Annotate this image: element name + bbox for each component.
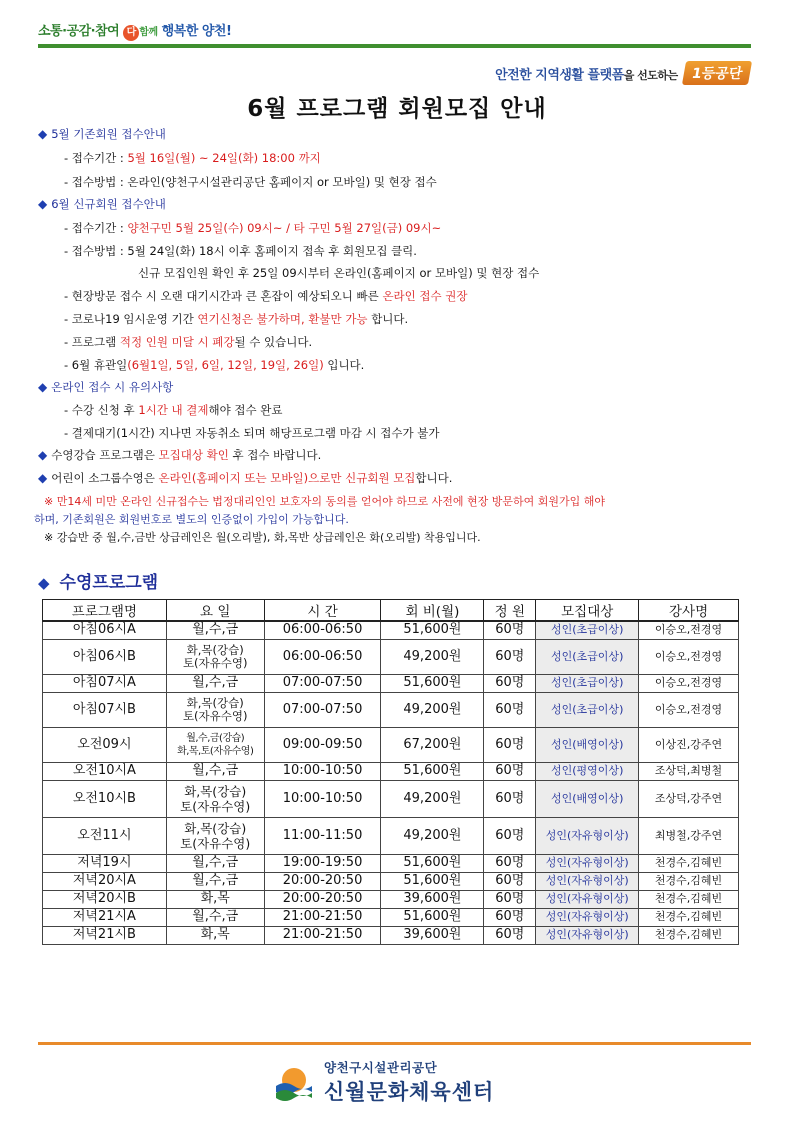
s5-text: 어린이 소그룹수영은 xyxy=(51,471,155,485)
s5-highlight: 온라인(홈페이지 또는 모바일)으로만 신규회원 모집 xyxy=(158,471,416,485)
cell-time: 09:00-09:50 xyxy=(264,727,381,762)
cell-target: 성인(배영이상) xyxy=(536,780,639,817)
cell-teacher: 이승오,전경영 xyxy=(639,692,739,727)
cell-teacher: 최병철,강주연 xyxy=(639,817,739,854)
s5-end: 합니다. xyxy=(415,471,453,485)
cell-day: 월,수,금 xyxy=(166,621,264,639)
table-header-row xyxy=(43,600,739,622)
s2-visit-text: - 현장방문 접수 시 오랜 대기시간과 큰 혼잡이 예상되오니 빠른 xyxy=(64,289,379,303)
notice-s2-visit xyxy=(64,288,468,304)
table-row xyxy=(43,674,739,692)
cell-time: 21:00-21:50 xyxy=(264,908,381,926)
cell-name: 아침07시A xyxy=(43,674,167,692)
tagline-text xyxy=(495,64,678,83)
cell-name: 저녁21시A xyxy=(43,908,167,926)
cell-name: 저녁19시 xyxy=(43,854,167,872)
footer-divider xyxy=(38,1042,751,1045)
cell-capacity: 60명 xyxy=(484,780,536,817)
notice-s2-method1: - 접수방법 : 5월 24일(화) 18시 이후 홈페이지 접속 후 회원모집 클릭. xyxy=(64,244,417,258)
cell-capacity: 60명 xyxy=(484,621,536,639)
col-header-teacher: 강사명 xyxy=(639,600,739,622)
cell-name: 저녁20시A xyxy=(43,872,167,890)
notice-s2-period xyxy=(64,220,441,236)
s2-holiday-text: - 6월 휴관일 xyxy=(64,358,128,372)
col-header-name: 프로그램명 xyxy=(43,600,167,622)
cell-day-line2: 토(자유수영) xyxy=(180,835,251,851)
notice-s1-method: - 접수방법 : 온라인(양천구시설관리공단 홈페이지 or 모바일) 및 현장 접수 xyxy=(64,175,437,189)
cell-teacher: 천경수,김혜빈 xyxy=(639,872,739,890)
s2-holiday-dates: (6월1일, 5일, 6일, 12일, 19일, 26일) xyxy=(127,358,324,372)
cell-fee: 39,600원 xyxy=(381,926,484,944)
s3-line1-text: - 수강 신청 후 xyxy=(64,403,135,417)
cell-teacher: 이상진,강주연 xyxy=(639,727,739,762)
s2-covid-end: 합니다. xyxy=(371,312,409,326)
cell-fee: 49,200원 xyxy=(381,817,484,854)
diamond-bullet-icon: ◆ xyxy=(38,197,48,211)
cell-fee: 51,600원 xyxy=(381,908,484,926)
cell-time: 11:00-11:50 xyxy=(264,817,381,854)
diamond-bullet-icon: ◆ xyxy=(38,471,48,485)
cell-day-line1: 월,수,금(강습) xyxy=(186,732,245,744)
cell-day-line2: 화,목,토(자유수영) xyxy=(177,745,254,757)
cell-fee: 51,600원 xyxy=(381,854,484,872)
header-tagline xyxy=(495,60,750,86)
cell-day-line2: 토(자유수영) xyxy=(182,708,248,723)
notice-s3-line1 xyxy=(64,402,282,418)
cell-fee: 51,600원 xyxy=(381,621,484,639)
cell-day-line1: 화,목(강습) xyxy=(184,783,247,799)
cell-teacher: 조상덕,최병철 xyxy=(639,762,739,780)
footer-org-name: 양천구시설관리공단 xyxy=(324,1060,438,1075)
cell-name: 오전09시 xyxy=(43,727,167,762)
s1-period-label: - 접수기간 : xyxy=(64,151,124,165)
cell-day-line1: 화,목(강습) xyxy=(184,820,247,836)
diamond-bullet-icon: ◆ xyxy=(38,380,48,394)
cell-teacher: 이승오,전경영 xyxy=(639,674,739,692)
notice-s2-title xyxy=(38,196,166,212)
cell-target: 성인(자유형이상) xyxy=(536,872,639,890)
cell-day: 월,수,금 xyxy=(166,854,264,872)
cell-name: 아침06시B xyxy=(43,639,167,674)
diamond-bullet-icon: ◆ xyxy=(38,574,50,592)
s2-close-text: - 프로그램 xyxy=(64,335,117,349)
cell-capacity: 60명 xyxy=(484,854,536,872)
cell-capacity: 60명 xyxy=(484,908,536,926)
sun-wave-logo-icon xyxy=(272,1060,316,1104)
cell-day: 월,수,금 xyxy=(166,908,264,926)
cell-name: 오전10시A xyxy=(43,762,167,780)
col-header-day: 요 일 xyxy=(166,600,264,622)
cell-capacity: 60명 xyxy=(484,890,536,908)
s3-line1-end: 해야 접수 완료 xyxy=(208,403,283,417)
cell-time: 20:00-20:50 xyxy=(264,872,381,890)
cell-target: 성인(초급이상) xyxy=(536,621,639,639)
cell-target: 성인(평영이상) xyxy=(536,762,639,780)
cell-target: 성인(자유형이상) xyxy=(536,908,639,926)
cell-day xyxy=(166,692,264,727)
table-row xyxy=(43,621,739,639)
cell-day-line2: 토(자유수영) xyxy=(182,655,248,670)
footer-center-name: 신월문화체육센터 xyxy=(324,1080,495,1104)
s3-line1-highlight: 1시간 내 결제 xyxy=(138,403,209,417)
tagline-rest: 을 선도하는 xyxy=(623,68,678,82)
cell-fee: 39,600원 xyxy=(381,890,484,908)
notice-note1: ※ 만14세 미만 온라인 신규접수는 법정대리인인 보호자의 동의를 얻어야 하므로 사전에 현장 방문하여 회원가입 해야 xyxy=(44,495,605,508)
table-row xyxy=(43,727,739,762)
s1-title-text: 5월 기존회원 접수안내 xyxy=(51,127,166,141)
slogan-end-text: 행복한 양천! xyxy=(161,24,232,39)
cell-time: 20:00-20:50 xyxy=(264,890,381,908)
cell-capacity: 60명 xyxy=(484,762,536,780)
col-header-capacity: 정 원 xyxy=(484,600,536,622)
s2-close-end: 될 수 있습니다. xyxy=(234,335,313,349)
cell-day: 화,목 xyxy=(166,926,264,944)
s2-period-label: - 접수기간 : xyxy=(64,221,124,235)
tagline-highlight: 안전한 지역생활 플랫폼 xyxy=(495,67,624,83)
cell-capacity: 60명 xyxy=(484,692,536,727)
cell-time: 10:00-10:50 xyxy=(264,762,381,780)
cell-time: 21:00-21:50 xyxy=(264,926,381,944)
notice-s2-holiday xyxy=(64,357,364,373)
cell-teacher: 조상덕,강주연 xyxy=(639,780,739,817)
cell-teacher: 이승오,전경영 xyxy=(639,621,739,639)
s2-close-highlight: 적정 인원 미달 시 폐강 xyxy=(119,335,235,349)
cell-fee: 49,200원 xyxy=(381,692,484,727)
cell-day xyxy=(166,727,264,762)
table-row xyxy=(43,817,739,854)
cell-name: 저녁20시B xyxy=(43,890,167,908)
cell-capacity: 60명 xyxy=(484,727,536,762)
s4-highlight: 모집대상 확인 xyxy=(158,448,229,462)
notice-note3: ※ 강습반 중 월,수,금반 상급레인은 월(오리발), 화,목반 상급레인은 화(오리발) 착용입니다. xyxy=(44,531,481,544)
cell-capacity: 60명 xyxy=(484,926,536,944)
notice-s2-method2: 신규 모집인원 확인 후 25일 09시부터 온라인(홈페이지 or 모바일) 및 현장 접수 xyxy=(138,266,540,280)
col-header-fee: 회 비(월) xyxy=(381,600,484,622)
table-row xyxy=(43,692,739,727)
cell-target: 성인(자유형이상) xyxy=(536,817,639,854)
table-row xyxy=(43,780,739,817)
s4-text: 수영강습 프로그램은 xyxy=(51,448,155,462)
col-header-time: 시 간 xyxy=(264,600,381,622)
cell-fee: 51,600원 xyxy=(381,872,484,890)
cell-day-line1: 화,목(강습) xyxy=(186,695,244,710)
cell-teacher: 천경수,김혜빈 xyxy=(639,908,739,926)
col-header-target: 모집대상 xyxy=(536,600,639,622)
table-row xyxy=(43,762,739,780)
notice-s4 xyxy=(38,447,321,463)
footer-text xyxy=(324,1058,494,1106)
notice-s1-title xyxy=(38,126,166,142)
cell-name: 오전10시B xyxy=(43,780,167,817)
cell-capacity: 60명 xyxy=(484,817,536,854)
header-slogan xyxy=(38,20,231,41)
notice-s3-title xyxy=(38,379,173,395)
notice-note2: 하며, 기존회원은 회원번호로 별도의 인증없이 가입이 가능합니다. xyxy=(34,513,349,526)
cell-fee: 49,200원 xyxy=(381,780,484,817)
cell-time: 07:00-07:50 xyxy=(264,674,381,692)
diamond-bullet-icon: ◆ xyxy=(38,127,48,141)
tagline-badge: 1등공단 xyxy=(682,61,753,85)
cell-capacity: 60명 xyxy=(484,872,536,890)
page-title: 6월 프로그램 회원모집 안내 xyxy=(247,96,547,122)
cell-target: 성인(초급이상) xyxy=(536,692,639,727)
cell-time: 10:00-10:50 xyxy=(264,780,381,817)
cell-teacher: 천경수,김혜빈 xyxy=(639,926,739,944)
cell-fee: 51,600원 xyxy=(381,674,484,692)
s2-period-value: 양천구민 5월 25일(수) 09시~ / 타 구민 5월 27일(금) 09시~ xyxy=(127,221,442,235)
notice-s2-close xyxy=(64,334,312,350)
cell-name: 아침07시B xyxy=(43,692,167,727)
cell-day: 화,목 xyxy=(166,890,264,908)
notice-s1-period xyxy=(64,150,321,166)
cell-target: 성인(자유형이상) xyxy=(536,890,639,908)
cell-name: 오전11시 xyxy=(43,817,167,854)
cell-target: 성인(초급이상) xyxy=(536,674,639,692)
section-title-text: 수영프로그램 xyxy=(59,573,159,593)
cell-name: 저녁21시B xyxy=(43,926,167,944)
cell-day xyxy=(166,817,264,854)
notice-s2-covid xyxy=(64,311,408,327)
cell-capacity: 60명 xyxy=(484,674,536,692)
notice-s5 xyxy=(38,470,452,486)
table-row xyxy=(43,854,739,872)
slogan-text: 소통·공감·참여 xyxy=(38,24,120,39)
table-row xyxy=(43,872,739,890)
s2-holiday-end: 입니다. xyxy=(327,358,365,372)
table-row xyxy=(43,639,739,674)
cell-teacher: 이승오,전경영 xyxy=(639,639,739,674)
s1-period-value: 5월 16일(월) ~ 24일(화) 18:00 까지 xyxy=(127,151,321,165)
s2-title-text: 6월 신규회원 접수안내 xyxy=(51,197,166,211)
table-row xyxy=(43,908,739,926)
cell-time: 06:00-06:50 xyxy=(264,639,381,674)
cell-day xyxy=(166,639,264,674)
cell-time: 19:00-19:50 xyxy=(264,854,381,872)
swim-program-title xyxy=(38,568,158,593)
cell-capacity: 60명 xyxy=(484,639,536,674)
s4-end: 후 접수 바랍니다. xyxy=(232,448,322,462)
cell-fee: 51,600원 xyxy=(381,762,484,780)
cell-day: 월,수,금 xyxy=(166,872,264,890)
program-table xyxy=(42,599,739,945)
slogan-mid-text: 함께 xyxy=(139,27,158,38)
cell-day: 월,수,금 xyxy=(166,674,264,692)
footer-logo xyxy=(272,1058,494,1106)
cell-day: 월,수,금 xyxy=(166,762,264,780)
slogan-logo-mark: 다 xyxy=(123,25,139,41)
s2-visit-highlight: 온라인 접수 권장 xyxy=(382,289,468,303)
cell-fee: 67,200원 xyxy=(381,727,484,762)
cell-day-line1: 화,목(강습) xyxy=(186,642,244,657)
cell-time: 07:00-07:50 xyxy=(264,692,381,727)
s2-covid-text: - 코로나19 임시운영 기간 xyxy=(64,312,194,326)
cell-target: 성인(자유형이상) xyxy=(536,926,639,944)
s3-title-text: 온라인 접수 시 유의사항 xyxy=(51,380,174,394)
cell-teacher: 천경수,김혜빈 xyxy=(639,890,739,908)
cell-day xyxy=(166,780,264,817)
cell-time: 06:00-06:50 xyxy=(264,621,381,639)
cell-name: 아침06시A xyxy=(43,621,167,639)
diamond-bullet-icon: ◆ xyxy=(38,448,48,462)
cell-teacher: 천경수,김혜빈 xyxy=(639,854,739,872)
cell-target: 성인(초급이상) xyxy=(536,639,639,674)
table-row xyxy=(43,890,739,908)
header-divider xyxy=(38,44,751,48)
cell-target: 성인(배영이상) xyxy=(536,727,639,762)
s2-covid-highlight: 연기신청은 불가하며, 환불만 가능 xyxy=(197,312,368,326)
cell-day-line2: 토(자유수영) xyxy=(180,798,251,814)
table-row xyxy=(43,926,739,944)
cell-target: 성인(자유형이상) xyxy=(536,854,639,872)
notice-s3-line2: - 결제대기(1시간) 지나면 자동취소 되며 해당프로그램 마감 시 접수가 불가 xyxy=(64,426,440,440)
cell-fee: 49,200원 xyxy=(381,639,484,674)
